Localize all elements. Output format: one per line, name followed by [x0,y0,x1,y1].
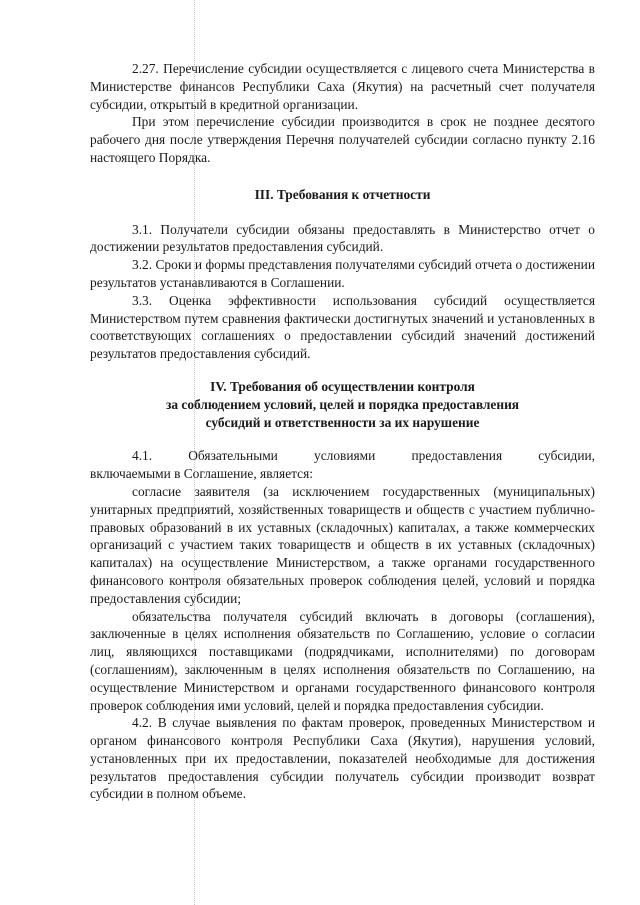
paragraph-4-1-line-2: включаемыми в Соглашение, является: [90,466,313,482]
section-4-title-line-1: IV. Требования об осуществлении контроля [210,378,475,394]
section-3-title: III. Требования к отчетности [254,186,431,202]
paragraph-4-1-obligation: обязательства получателя субсидий включать в договоры (соглашения), заключенные в целях исполнения обязательств по Соглашению, условие о согласии лиц, являющихся поставщиками (подрядчиками, исполнителями) по договорам (соглашениям), заключенным в целях исполнения обязательств по Соглашению, на осуществление Министерством и органами государственного финансового контроля проверок соблюдения ими условий, целей и порядка предоставления субсидии. [90,608,595,713]
paragraph-4-2: 4.2. В случае выявления по фактам проверок, проведенных Министерством и органом финансового контроля Республики Саха (Якутия), нарушения условий, установленных при их предоставлении, показателей необходимые для достижения результатов предоставления субсидии получатель субсидии производит возврат субсидии в полном объеме. [90,715,595,802]
paragraph-4-1-line-1: 4.1. Обязательными условиями предоставления субсидии, [132,448,595,464]
paragraph-3-1: 3.1. Получатели субсидии обязаны предоставлять в Министерство отчет о достижении результатов предоставления субсидий. [90,221,595,255]
section-4-title-line-3: субсидий и ответственности за их нарушение [205,414,480,430]
section-4-title-line-2: за соблюдением условий, целей и порядка предоставления [165,396,520,412]
paragraph-2-27: 2.27. Перечисление субсидии осуществляется с лицевого счета Министерства в Министерстве финансов Республики Саха (Якутия) на расчетный счет получателя субсидии, открытый в кредитной организации. [90,61,595,112]
paragraph-4-1 [90,447,595,483]
paragraph-2-27-continued: При этом перечисление субсидии производится в срок не позднее десятого рабочего дня после утверждения Перечня получателей субсидии согласно пункту 2.16 настоящего Порядка. [90,114,595,165]
paragraph-4-1-consent: согласие заявителя (за исключением государственных (муниципальных) унитарных предприятий, хозяйственных товариществ и обществ с участием публично-правовых образований в их уставных (складочных) капиталах, а также коммерческих организаций с участием таких товариществ и обществ в их уставных (складочных) капиталах) на осуществление Министерством, а также органами государственного финансового контроля обязательных проверок соблюдения целей, условий и порядка предоставления субсидии; [90,483,595,606]
paragraph-3-3: 3.3. Оценка эффективности использования субсидий осуществляется Министерством путем сравнения фактически достигнутых значений и установленных в соответствующих соглашениях о предоставлении субсидий значений достижений результатов предоставления субсидий. [90,292,595,362]
paragraph-3-2: 3.2. Сроки и формы представления получателями субсидий отчета о достижении результатов устанавливаются в Соглашении. [90,257,595,290]
document-body [90,60,595,803]
section-4-title [90,378,595,431]
